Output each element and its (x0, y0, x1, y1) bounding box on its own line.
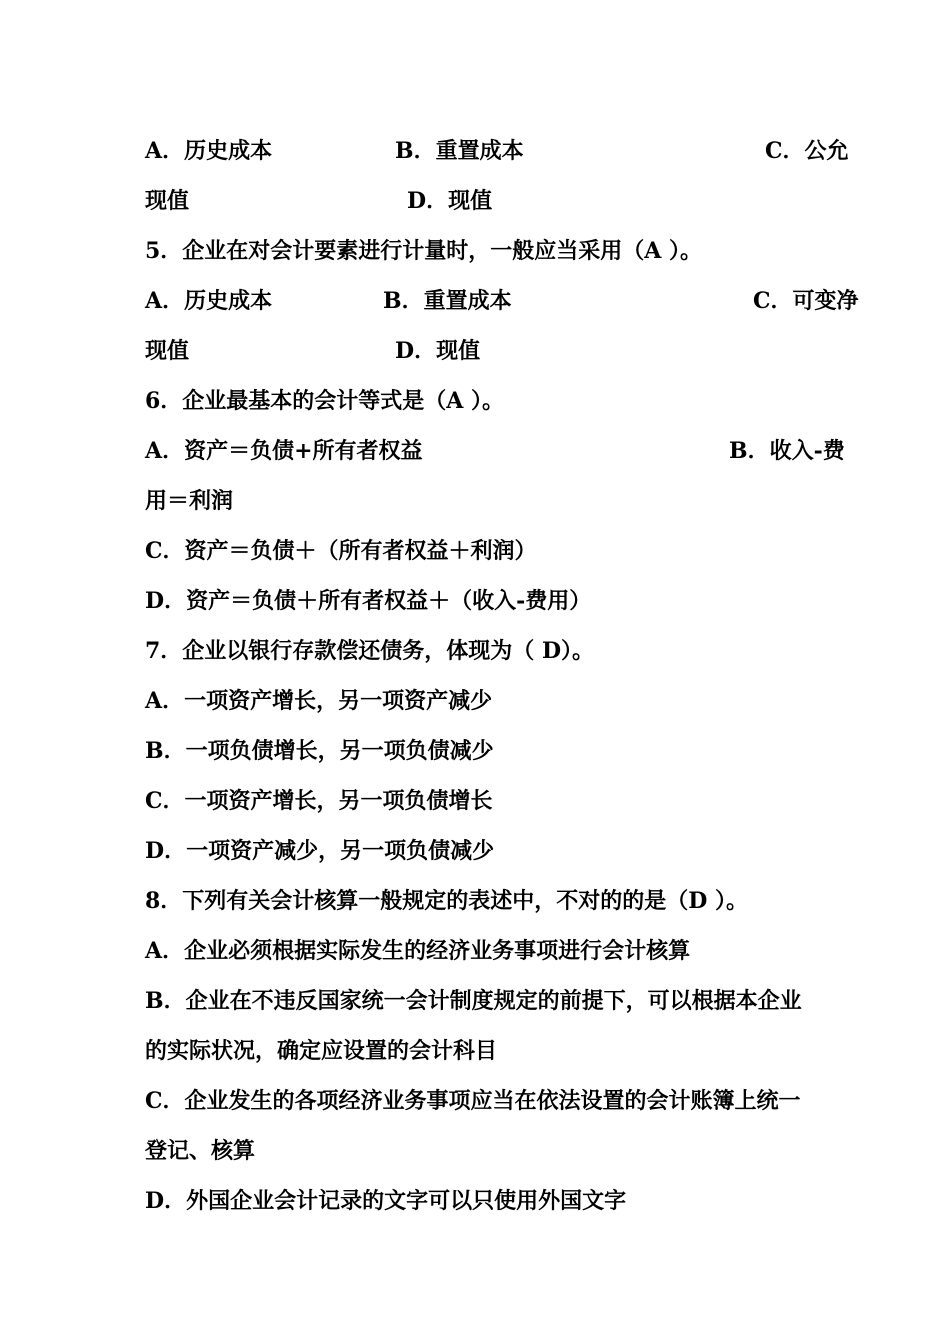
option-a: A．一项资产增长，另一项资产减少 (145, 688, 493, 714)
question-text: 8．下列有关会计核算一般规定的表述中，不对的的是（D ）。 (145, 888, 749, 914)
question-8 (145, 881, 865, 921)
option-line (145, 1131, 865, 1171)
option-c: C．一项资产增长，另一项负债增长 (145, 788, 493, 814)
option-c-continuation: 登记、核算 (145, 1138, 256, 1164)
option-line (145, 331, 865, 371)
option-line (145, 181, 865, 221)
option-line (145, 1081, 865, 1121)
option-c-continuation: 现值 (145, 188, 190, 214)
question-6 (145, 381, 865, 421)
option-line (145, 831, 865, 871)
option-line (145, 281, 865, 321)
option-line (145, 1181, 865, 1221)
option-c: C．企业发生的各项经济业务事项应当在依法设置的会计账簿上统一 (145, 1088, 801, 1114)
option-line (145, 931, 865, 971)
option-line (145, 781, 865, 821)
option-line (145, 581, 865, 621)
question-7 (145, 631, 865, 671)
option-d: D．资产＝负债＋所有者权益＋（收入-费用） (145, 588, 592, 614)
option-a: A．资产＝负债+所有者权益 (145, 438, 423, 464)
question-text: 7．企业以银行存款偿还债务，体现为（ D）。 (145, 638, 595, 664)
option-line (145, 731, 865, 771)
option-b: B．一项负债增长，另一项负债减少 (145, 738, 494, 764)
question-text: 5．企业在对会计要素进行计量时，一般应当采用（A ）。 (145, 238, 703, 264)
option-line (145, 981, 865, 1021)
option-line (145, 1031, 865, 1071)
option-line (145, 481, 865, 521)
question-5 (145, 231, 865, 271)
option-d: D．一项资产减少，另一项负债减少 (145, 838, 495, 864)
option-b: B．重置成本 (383, 288, 512, 314)
option-a: A．企业必须根据实际发生的经济业务事项进行会计核算 (145, 938, 691, 964)
option-c: C．可变净 (753, 288, 859, 314)
option-line (145, 431, 865, 471)
option-a: A．历史成本 (145, 138, 273, 164)
option-b: B．重置成本 (395, 138, 524, 164)
option-line (145, 531, 865, 571)
option-d: D．现值 (407, 188, 493, 214)
option-c: C．公允 (765, 138, 849, 164)
option-c-continuation: 现值 (145, 338, 190, 364)
option-a: A．历史成本 (145, 288, 273, 314)
option-b: B．收入-费 (729, 438, 845, 464)
option-b-continuation: 的实际状况，确定应设置的会计科目 (145, 1038, 498, 1064)
option-b: B．企业在不违反国家统一会计制度规定的前提下，可以根据本企业 (145, 988, 802, 1014)
option-d: D．外国企业会计记录的文字可以只使用外国文字 (145, 1188, 627, 1214)
option-d: D．现值 (395, 338, 481, 364)
option-line (145, 131, 865, 171)
option-line (145, 681, 865, 721)
option-b-continuation: 用＝利润 (145, 488, 234, 514)
option-c: C．资产＝负债＋（所有者权益＋利润） (145, 538, 537, 564)
question-text: 6．企业最基本的会计等式是（A ）。 (145, 388, 505, 414)
